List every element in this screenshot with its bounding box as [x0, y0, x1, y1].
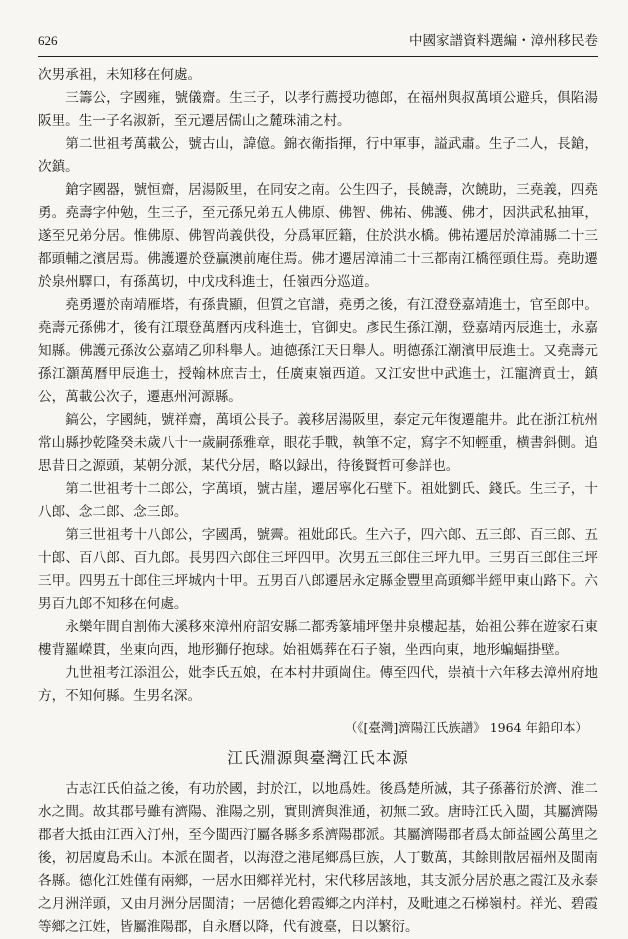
- paragraph: 古志江氏伯益之後，有功於國，封於江，以地爲姓。後爲楚所滅，其子孫蕃衍於濟、淮二水之間。故其郡号雖有濟陽、淮陽之别，實則濟與淮通，初無二致。唐時江氏入閩，其屬濟陽郡者大抵由江西入汀州，至今閩西汀屬各縣多系濟陽郡派。其屬濟陽郡者爲太師益國公萬里之後，初居廈島禾山。本派在閩者，以海澄之港尾鄉爲巨族，人丁數萬，其餘則散居福州及閩南各縣。德化江姓僅有兩鄉，一居水田鄉祥光村，宋代移居該地，其支派分居於惠之霞江及永泰之月洲洋頭，又由月洲分居閩清；一居德化碧霞鄉之内洋村，及毗連之石梯嶺村。祥光、碧霞等鄉之江姓，皆屬淮陽郡，自永曆以降，代有渡臺，日以繁衍。: [38, 781, 598, 935]
- section-title: 江氏淵源與臺灣江氏本源: [227, 749, 409, 767]
- paragraph: 堯勇遷於南靖雁塔，有孫貴顯，但質之官譜，堯勇之後，有江澄登嘉靖進士，官至郎中。堯壽元孫佛才，後有江環登萬曆丙戌科進士，官御史。彥民生孫江潮，登嘉靖丙辰進士，永嘉知縣。佛護元孫汝公嘉靖乙卯科舉人。迪德孫江天日舉人。明德孫江潮濱甲辰進士。又堯壽元孫江灝萬曆甲辰進士，授翰林庶吉士，任廣東嶺西道。又江安世中武進士，江寵濟貢士，鎮公，萬載公次子，遷惠州河源縣。: [38, 297, 598, 405]
- paragraph: 第二世祖考十二郎公，字萬頃，號古崖，遷居寧化石壁下。祖妣劉氏、錢氏。生三子，十八郎、念二郎、念三郎。: [38, 481, 598, 520]
- paragraph: 第三世祖考十八郎公，字國禹，號霽。祖妣邱氏。生六子，四六郎、五三郎、百三郎、五十郎、百八郎、百九郎。長男四六郎住三坪四甲。次男五三郎住三坪九甲。三男百三郎住三坪三甲。四男五十郎住三坪城内十甲。五男百八郎遷居永定縣金豐里高頭鄉半經甲東山路下。六男百九郎不知移在何處。: [38, 527, 598, 612]
- running-title: 中國家譜資料選編・漳州移民卷: [409, 33, 598, 49]
- paragraph: 鎬公，字國純，號祥齋，萬頃公長子。義移居湯阪里，泰定元年復遷龍井。此在浙江杭州常山縣抄乾隆癸未歲八十一歲嗣孫雅章，眼花手戰，執筆不定，寫字不知輕重，横書斜側。追思昔日之源頭，某朝分派，某代分居，略以録出，待後賢哲可參詳也。: [38, 412, 598, 474]
- source-citation: （《[臺灣]濟陽江氏族譜》 1964 年鉛印本）: [344, 720, 588, 735]
- paragraph: 永樂年間自割佈大溪移來漳州府詔安縣二都秀篆埔坪堡井泉樓起基，始祖公葬在遊家石東樓背羅嶸貫，坐東向西，地形獅仔抱球。始祖媽葬在石子嶺，坐西向東，地形蝙蝠掛壁。: [38, 619, 598, 658]
- page-number: 626: [38, 33, 58, 48]
- header-rule: [38, 56, 598, 57]
- paragraph: 鎗字國器，號恒齋，居湯阪里，在同安之南。公生四子，長饒壽，次饒助，三堯義，四堯勇。堯壽字仲勉，生三子，至元孫兄弟五人佛原、佛智、佛祐、佛護、佛才，因洪武私抽軍，遂至兄弟分居。惟佛原、佛智尚義供役，分爲軍匠籍，住於洪水橋。佛祐遷居於漳浦縣二十三都頭輔之濱居焉。佛護遷於登贏澳前庵住焉。佛才遷居漳浦二十三都南江橋徑頭住焉。堯助遷於泉州驛口，有孫萬切，中戊戌科進士，任嶺西分巡道。: [38, 182, 598, 290]
- paragraph: 三籌公，字國雍，號儀齋。生三子，以孝行薦授功德郎，在福州與叔萬頃公避兵，俱陷湯阪里。生一子名淑新，至元遷居儒山之麓珠浦之村。: [38, 90, 598, 129]
- paragraph: 第二世祖考萬載公，號古山，諱億。錦衣衛指揮，行中軍事，謚武肅。生子二人，長鎗，次鎮。: [38, 136, 598, 175]
- body-text: [38, 64, 598, 939]
- paragraph: 九世祖考江添沮公，妣李氏五娘，在本村井頭崗住。傳至四代，崇禎十六年移去漳州府地方，不知何縣。生男名深。: [38, 665, 598, 704]
- paragraph: 次男承祖，未知移在何處。: [38, 67, 202, 83]
- page-header: [38, 30, 598, 52]
